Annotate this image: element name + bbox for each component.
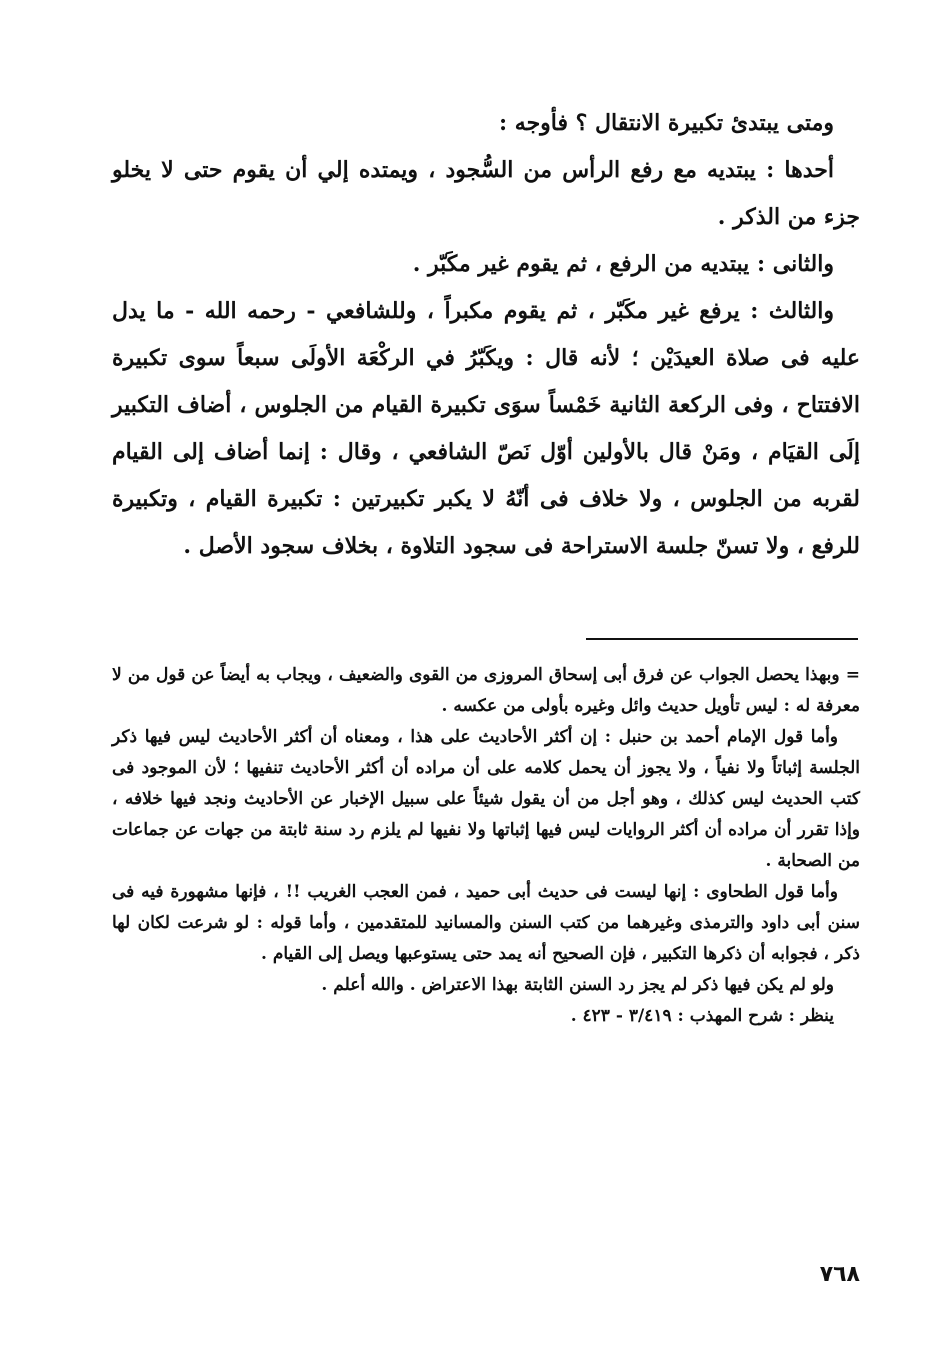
second-view <box>112 241 860 288</box>
footnote-paragraph: ولو لم يكن فيها ذكر لم يجز رد السنن الثابتة بهذا الاعتراض . والله أعلم . <box>321 975 834 995</box>
page-number: ٧٦٨ <box>819 1262 860 1287</box>
first-view-label: أحدها : <box>766 157 834 183</box>
footnote-paragraph: = وبهذا يحصل الجواب عن فرق أبى إسحاق المروزى من القوى والضعيف ، ويجاب به أيضاً عن قول من لا معرفة له : ليس تأويل حديث وائل وغيره بأولى من عكسه . <box>112 665 860 716</box>
main-text <box>112 100 860 570</box>
footnotes <box>112 660 860 1032</box>
footnote-divider <box>586 638 858 640</box>
third-view-text: يرفع غير مكَبّر ، ثم يقوم مكبراً ، وللشافعي - رحمه الله - ما يدل عليه فى صلاة العيدَيْن ؛ لأنه قال : ويكَبّرُ في الركْعَة الأولَى سبعاً سوى تكبيرة الافتتاح ، وفى الركعة الثانية خَمْساً سوَى تكبيرة القيام من الجلوس ، أضاف التكبير إلَى القيَام ، ومَنْ قال بالأولين أوّل نَصّ الشافعي ، وقال : إنما أضاف إلى القيام لقربه من الجلوس ، ولا خلاف فى أنّهُ لا يكبر تكبيرتين : تكبيرة القيام ، وتكبيرة للرفع ، ولا تسنّ جلسة الاستراحة فى سجود التلاوة ، بخلاف سجود الأصل . <box>112 298 860 559</box>
footnote-paragraph: وأما قول الإمام أحمد بن حنبل : إن أكثر الأحاديث على هذا ، ومعناه أن أكثر الأحاديث ليس فيها ذكر الجلسة إثباتاً ولا نفياً ، ولا يجوز أن يحمل كلامه على أن مراده أن أكثر الأحاديث تنفيها ؛ لأن الموجود فى كتب الحديث ليس كذلك ، وهو أجل من أن يقول شيئاً على سبيل الإخبار عن الأحاديث ونجد فيها خلافه ، وإذا تقرر أن مراده أن أكثر الروايات ليس فيها إثباتها ولا نفيها لم يلزم رد سنة ثابتة من جهات عن جماعات من الصحابة . <box>112 727 860 871</box>
second-view-text: يبتديه من الرفع ، ثم يقوم غير مكَبّر . <box>412 251 750 277</box>
third-view-label: والثالث : <box>750 298 834 324</box>
first-view-text: يبتديه مع رفع الرأس من السُّجود ، ويمتده إلي أن يقوم حتى لا يخلو جزء من الذكر . <box>112 157 860 230</box>
footnote-source: ينظر : شرح المهذب : ٣/٤١٩ - ٤٢٣ . <box>570 1006 834 1026</box>
third-view <box>112 288 860 570</box>
first-view <box>112 147 860 241</box>
second-view-label: والثانى : <box>756 251 834 277</box>
intro-line: ومتى يبتدئ تكبيرة الانتقال ؟ فأوجه : <box>499 110 834 136</box>
footnote-paragraph: وأما قول الطحاوى : إنها ليست فى حديث أبى حميد ، فمن العجب الغريب !! ، فإنها مشهورة فيه فى سنن أبى داود والترمذى وغيرهما من كتب السنن والمسانيد للمتقدمين ، وأما قوله : لو شرعت لكان لها ذكر ، فجوابه أن ذكرها التكبير ، فإن الصحيح أنه يمد حتى يستوعبها ويصل إلى القيام . <box>112 882 860 964</box>
